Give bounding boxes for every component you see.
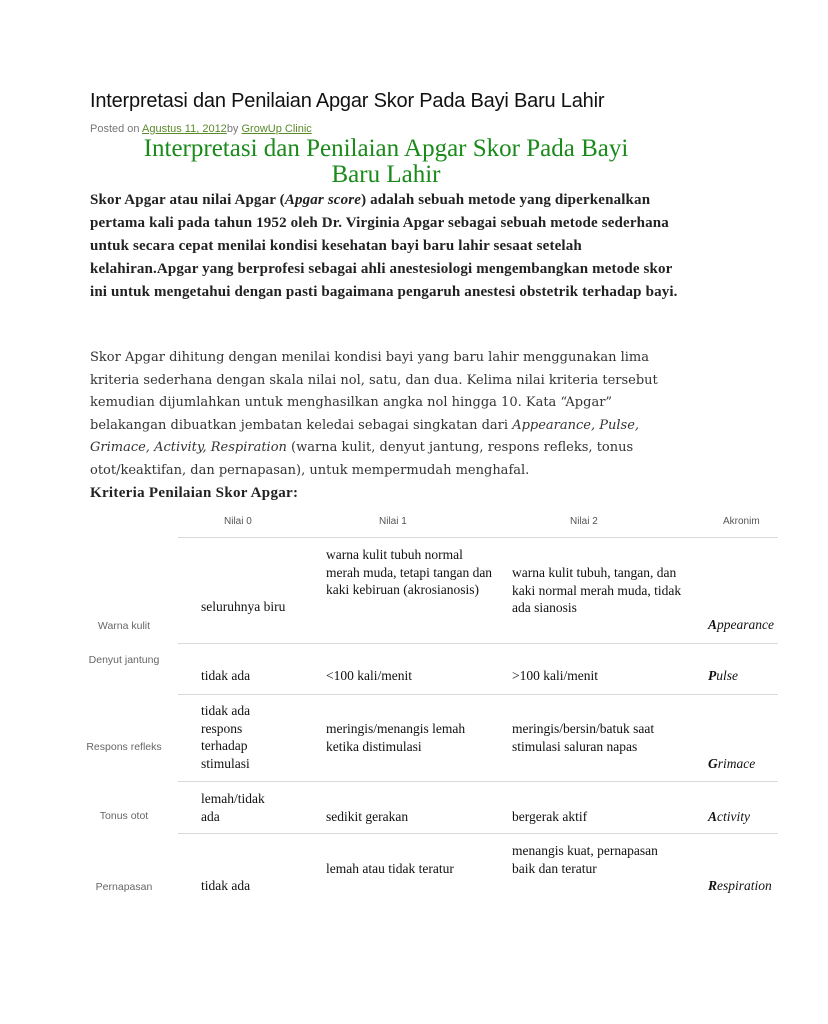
table-divider [178,537,778,538]
page-title: Interpretasi dan Penilaian Apgar Skor Pada Bayi Baru Lahir [90,90,605,112]
row-label: Warna kulit [97,620,151,632]
acronym-letter: R [708,878,718,893]
intro-text-2: ) adalah sebuah metode yang diperkenalkan pertama kali pada tahun 1952 oleh Dr. Virginia Apgar sebagai sebuah metode sederhana untuk secara cepat menilai kondisi kesehatan bayi baru lahir sesaat setelah kelahiran.Apgar yang berprofesi sebagai ahli anestesiologi mengembangkan metode skor ini untuk mengetahui dengan pasti bagaimana pengaruh anestesi obstetrik terhadap bayi. [90,192,678,300]
row-label: Pernapasan [95,881,153,893]
cell-akronim [708,616,828,634]
row-label: Tonus otot [99,810,149,822]
table-divider [178,643,778,644]
table-divider [178,781,778,782]
intro-paragraph [90,189,680,304]
para2-text-2: (warna kulit, denyut jantung, respons refleks, tonus otot/keaktifan, dan pernapasan), untuk mempermudah menghafal. [90,440,634,478]
acronym-rest: ctivity [717,809,750,824]
col-header-nilai-1: Nilai 1 [379,516,407,527]
by-label: by [226,123,242,135]
cell-nilai-0: tidak ada respons terhadap stimulasi [201,703,251,771]
posted-on-label: Posted on [90,123,142,135]
acronym-rest: rimace [717,756,756,771]
cell-nilai-1: sedikit gerakan [326,809,409,824]
cell-nilai-2: menangis kuat, pernapasan baik dan teratur [512,843,658,876]
cell-nilai-0: tidak ada [201,668,251,683]
cell-nilai-0: tidak ada [201,878,251,893]
cell-akronim [708,755,828,773]
cell-nilai-0: lemah/tidak ada [201,791,265,824]
cell-nilai-1: lemah atau tidak teratur [326,861,454,876]
acronym-letter: G [708,756,718,771]
post-meta [90,123,312,135]
acronym-letter: A [708,809,718,824]
row-label: Respons refleks [86,741,162,753]
cell-nilai-2: warna kulit tubuh, tangan, dan kaki normal merah muda, tidak ada sianosis [512,565,682,615]
para2-terms: Appearance, Pulse, Grimace, Activity, Respiration [90,417,640,456]
table-divider [178,694,778,695]
cell-nilai-1: warna kulit tubuh normal merah muda, tetapi tangan dan kaki kebiruan (akrosianosis) [326,547,493,597]
col-header-akronim: Akronim [723,516,760,527]
cell-nilai-2: bergerak aktif [512,809,588,824]
cell-nilai-0: seluruhnya biru [201,599,286,614]
para2-text-1: Skor Apgar dihitung dengan menilai kondisi bayi yang baru lahir menggunakan lima kriteria sederhana dengan skala nilai nol, satu, dan dua. Kelima nilai kriteria tersebut kemudian dijumlahkan untuk menghasilkan angka nol hingga 10. Kata “Apgar” belakangan dibuatkan jembatan keledai sebagai singkatan dari [90,350,658,433]
intro-term: Apgar score [284,192,362,208]
cell-nilai-1: <100 kali/menit [326,668,412,683]
apgar-description-paragraph [90,347,680,483]
article-heading [92,136,680,188]
acronym-rest: espiration [717,878,772,893]
acronym-letter: P [708,668,717,683]
col-header-nilai-0: Nilai 0 [224,516,252,527]
col-header-nilai-2: Nilai 2 [570,516,598,527]
intro-text-1: Skor Apgar atau nilai Apgar ( [90,192,285,208]
table-divider [178,833,778,834]
acronym-rest: ulse [716,668,738,683]
cell-nilai-2: >100 kali/menit [512,668,598,683]
cell-nilai-2: meringis/bersin/batuk saat stimulasi saluran napas [512,721,655,754]
acronym-letter: A [708,617,718,632]
criteria-heading: Kriteria Penilaian Skor Apgar: [90,485,299,501]
cell-nilai-1: meringis/menangis lemah ketika distimulasi [326,721,466,754]
post-date-link[interactable]: Agustus 11, 2012 [142,123,227,135]
row-label: Denyut jantung [88,654,160,666]
cell-akronim [708,808,828,826]
article-heading-line2: Baru Lahir [331,161,441,188]
acronym-rest: ppearance [717,617,774,632]
article-heading-line1: Interpretasi dan Penilaian Apgar Skor Pada Bayi [143,135,629,162]
author-link[interactable]: GrowUp Clinic [241,123,312,135]
cell-akronim [708,877,828,895]
cell-akronim [708,667,828,685]
